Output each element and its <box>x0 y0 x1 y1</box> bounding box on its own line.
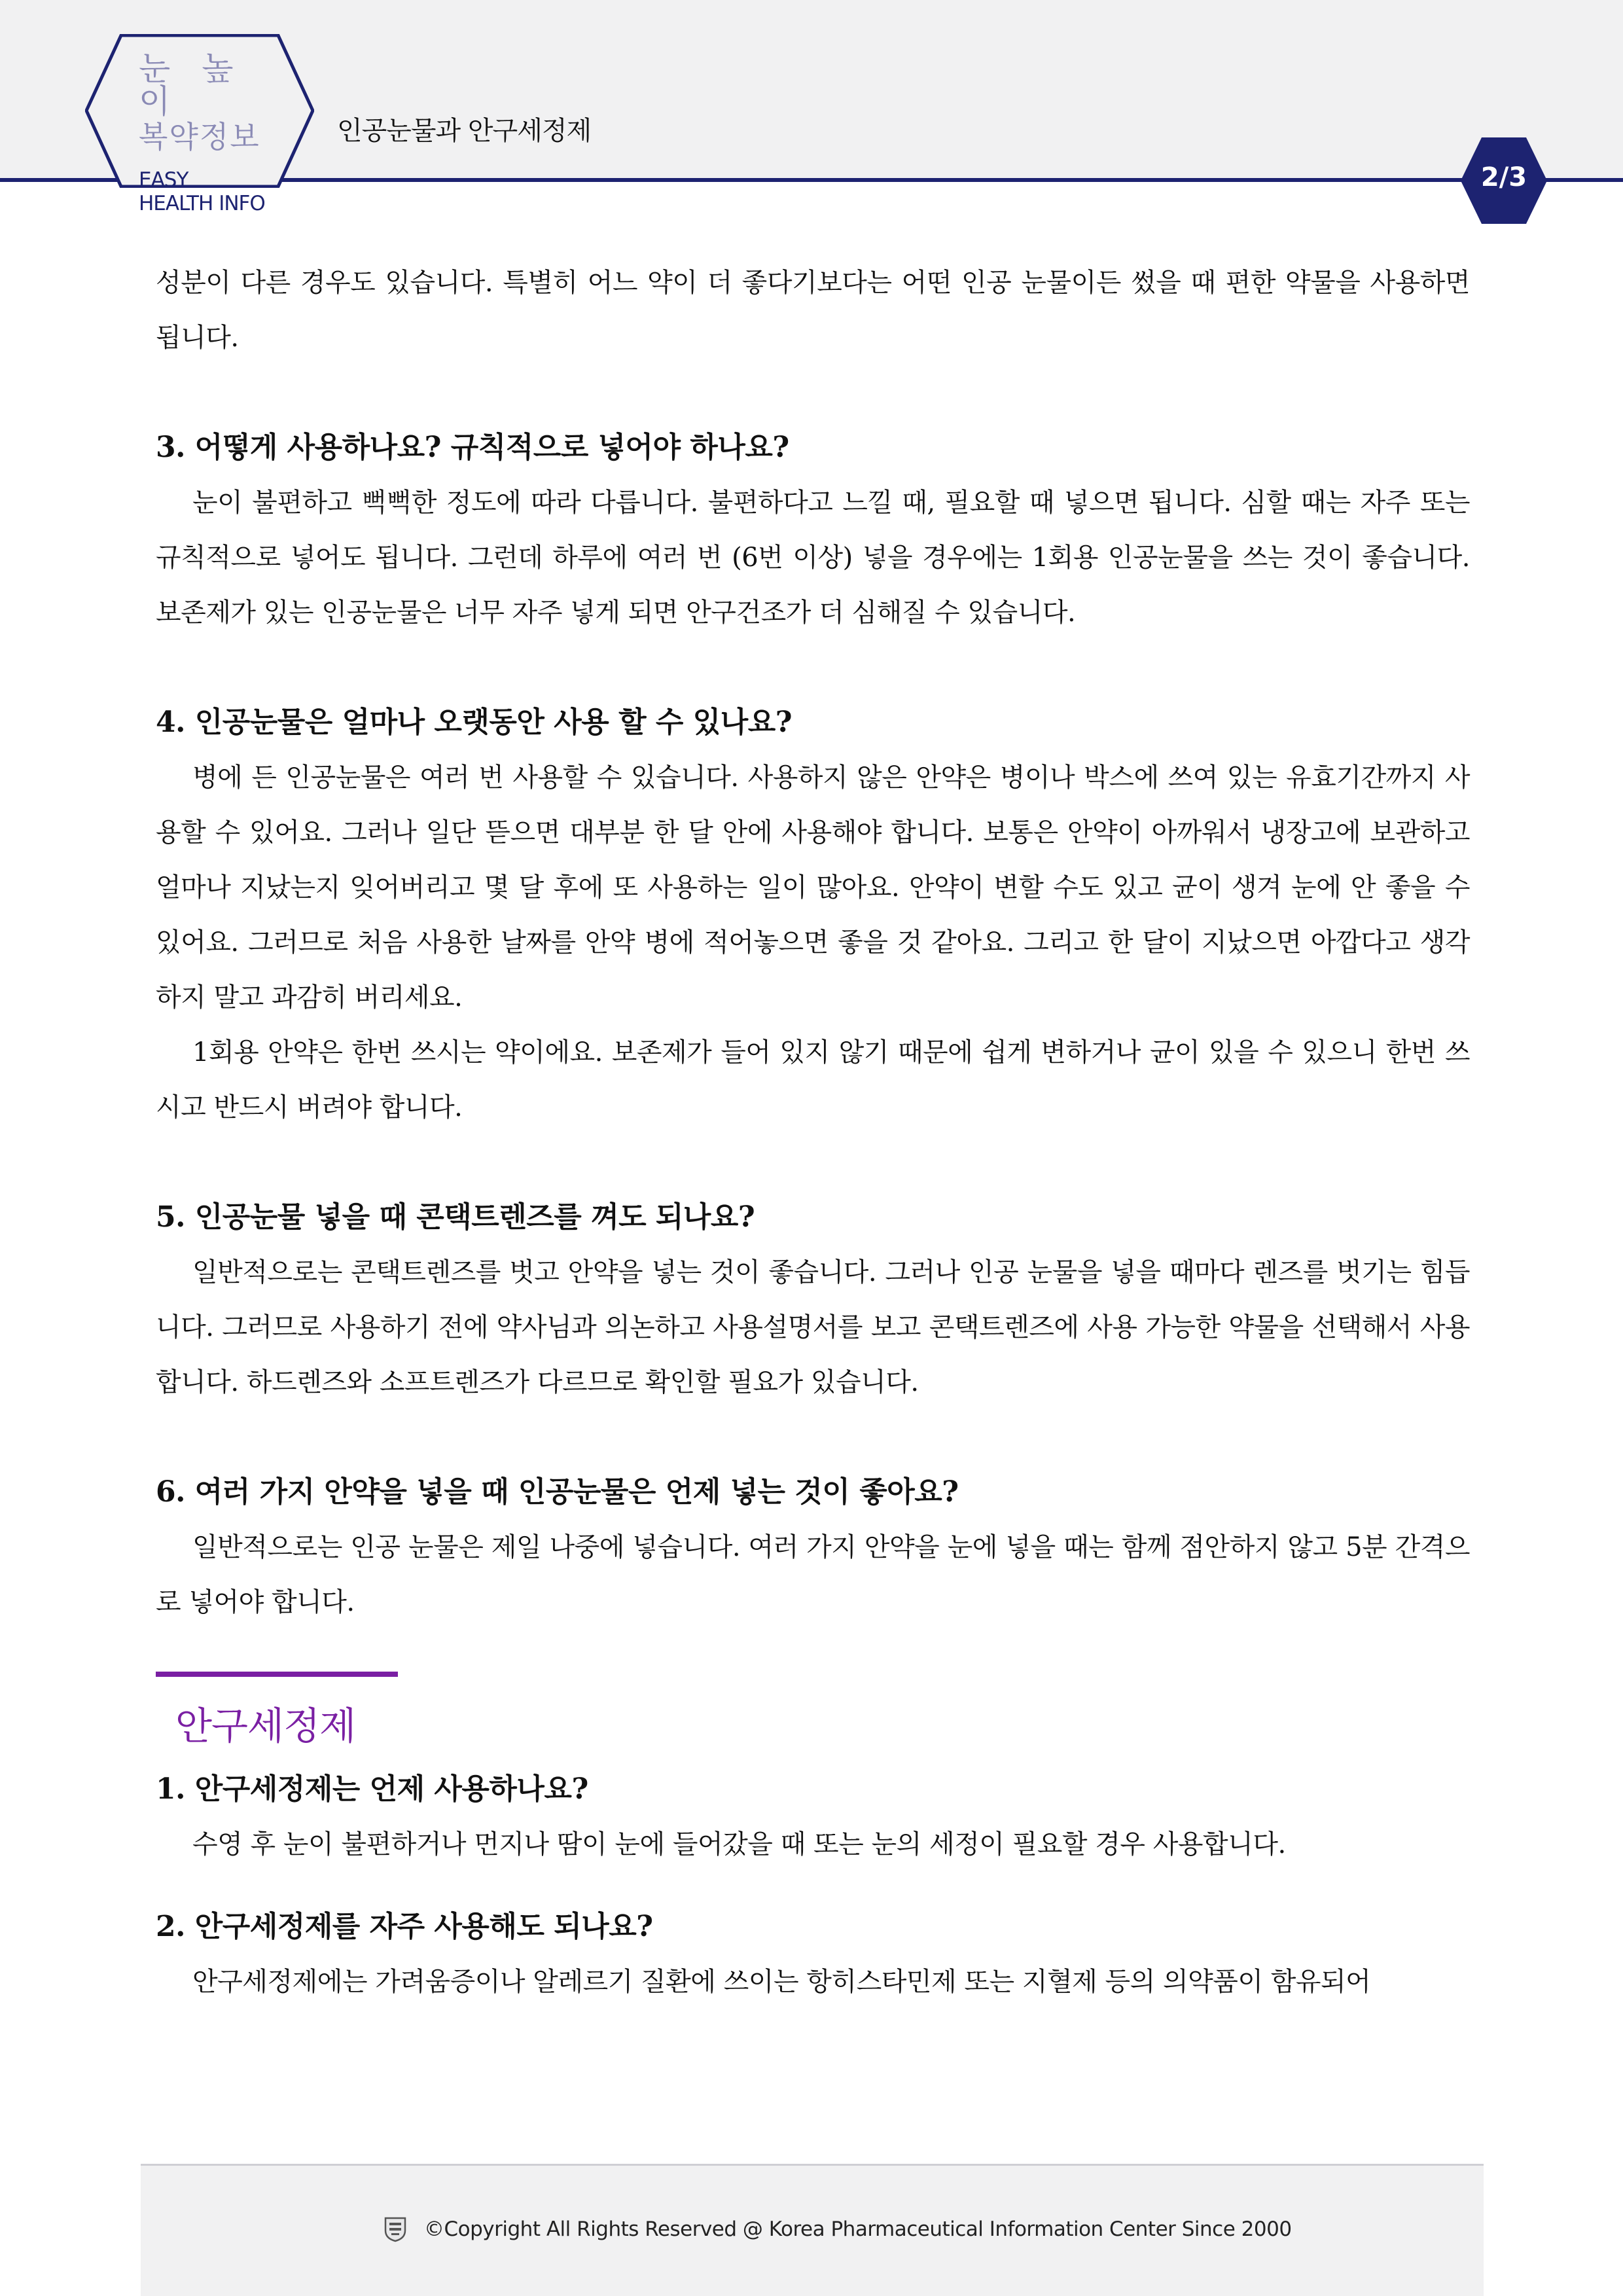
question-6-answer: 일반적으로는 인공 눈물은 제일 나중에 넣습니다. 여러 가지 안약을 눈에 넣을 때는 함께 점안하지 않고 5분 간격으로 넣어야 합니다. <box>156 1532 1470 1617</box>
question-3-answer: 눈이 불편하고 뻑뻑한 정도에 따라 다릅니다. 불편하다고 느낄 때, 필요할 때 넣으면 됩니다. 심할 때는 자주 또는 규칙적으로 넣어도 됩니다. 그런데 하루에 여러 번 (6번 이상) 넣을 경우에는 1회용 인공눈물을 쓰는 것이 좋습니다. 보존제가 있는 인공눈물은 너무 자주 넣게 되면 안구건조가 더 심해질 수 있습니다. <box>156 488 1470 628</box>
question-6-heading: 6. 여러 가지 안약을 넣을 때 인공눈물은 언제 넣는 것이 좋아요? <box>156 1475 959 1509</box>
logo-korean-line1: 눈 높 이 <box>139 50 244 120</box>
eye-wash-question-1-answer: 수영 후 눈이 불편하거나 먼지나 땀이 눈에 들어갔을 때 또는 눈의 세정이 필요할 경우 사용합니다. <box>192 1829 1286 1859</box>
page-number: 2/3 <box>1480 162 1527 192</box>
document-title: 인공눈물과 안구세정제 <box>337 116 592 146</box>
document-body <box>156 255 1470 2009</box>
logo <box>139 52 283 215</box>
logo-korean-line2: 복약정보 <box>139 119 260 154</box>
question-5-answer: 일반적으로는 콘택트렌즈를 벗고 안약을 넣는 것이 좋습니다. 그러나 인공 눈물을 넣을 때마다 렌즈를 벗기는 힘듭니다. 그러므로 사용하기 전에 약사님과 의논하고 사용설명서를 보고 콘택트렌즈에 사용 가능한 약물을 선택해서 사용합니다. 하드렌즈와 소프트렌즈가 다르므로 확인할 필요가 있습니다. <box>156 1257 1470 1397</box>
eye-wash-question-1-heading: 1. 안구세정제는 언제 사용하나요? <box>156 1772 588 1806</box>
question-3-heading: 3. 어떻게 사용하나요? 규칙적으로 넣어야 하나요? <box>156 431 789 464</box>
question-4-answer-1: 병에 든 인공눈물은 여러 번 사용할 수 있습니다. 사용하지 않은 안약은 병이나 박스에 쓰여 있는 유효기간까지 사용할 수 있어요. 그러나 일단 뜯으면 대부분 한 달 안에 사용해야 합니다. 보통은 안약이 아까워서 냉장고에 보관하고 얼마나 지났는지 잊어버리고 몇 달 후에 또 사용하는 일이 많아요. 안약이 변할 수도 있고 균이 생겨 눈에 안 좋을 수 있어요. 그러므로 처음 사용한 날짜를 안약 병에 적어놓으면 좋을 것 같아요. 그리고 한 달이 지났으면 아깝다고 생각하지 말고 과감히 버리세요. <box>156 762 1470 1013</box>
copyright-text: ©Copyright All Rights Reserved @ Korea Pharmaceutical Information Center Since 2000 <box>424 2217 1292 2241</box>
question-5-heading: 5. 인공눈물 넣을 때 콘택트렌즈를 껴도 되나요? <box>156 1200 755 1234</box>
section-heading-eye-wash <box>156 1672 1470 1748</box>
emblem-icon <box>383 2216 407 2242</box>
eye-wash-question-2-heading: 2. 안구세정제를 자주 사용해도 되나요? <box>156 1910 653 1943</box>
section-title: 안구세정제 <box>175 1704 356 1748</box>
eye-wash-question-2-answer: 안구세정제에는 가려움증이나 알레르기 질환에 쓰이는 항히스타민제 또는 지혈제 등의 의약품이 함유되어 <box>192 1967 1371 1997</box>
question-4-heading: 4. 인공눈물은 얼마나 오랫동안 사용 할 수 있나요? <box>156 706 793 739</box>
logo-english-line2: HEALTH INFO <box>139 191 265 215</box>
question-4-answer-2: 1회용 안약은 한번 쓰시는 약이에요. 보존제가 들어 있지 않기 때문에 쉽게 변하거나 균이 있을 수 있으니 한번 쓰시고 반드시 버려야 합니다. <box>156 1037 1470 1122</box>
section-accent-bar <box>156 1672 398 1677</box>
logo-english-line1: EASY <box>139 168 188 192</box>
intro-continued-paragraph: 성분이 다른 경우도 있습니다. 특별히 어느 약이 더 좋다기보다는 어떤 인공 눈물이든 썼을 때 편한 약물을 사용하면 됩니다. <box>156 268 1470 353</box>
